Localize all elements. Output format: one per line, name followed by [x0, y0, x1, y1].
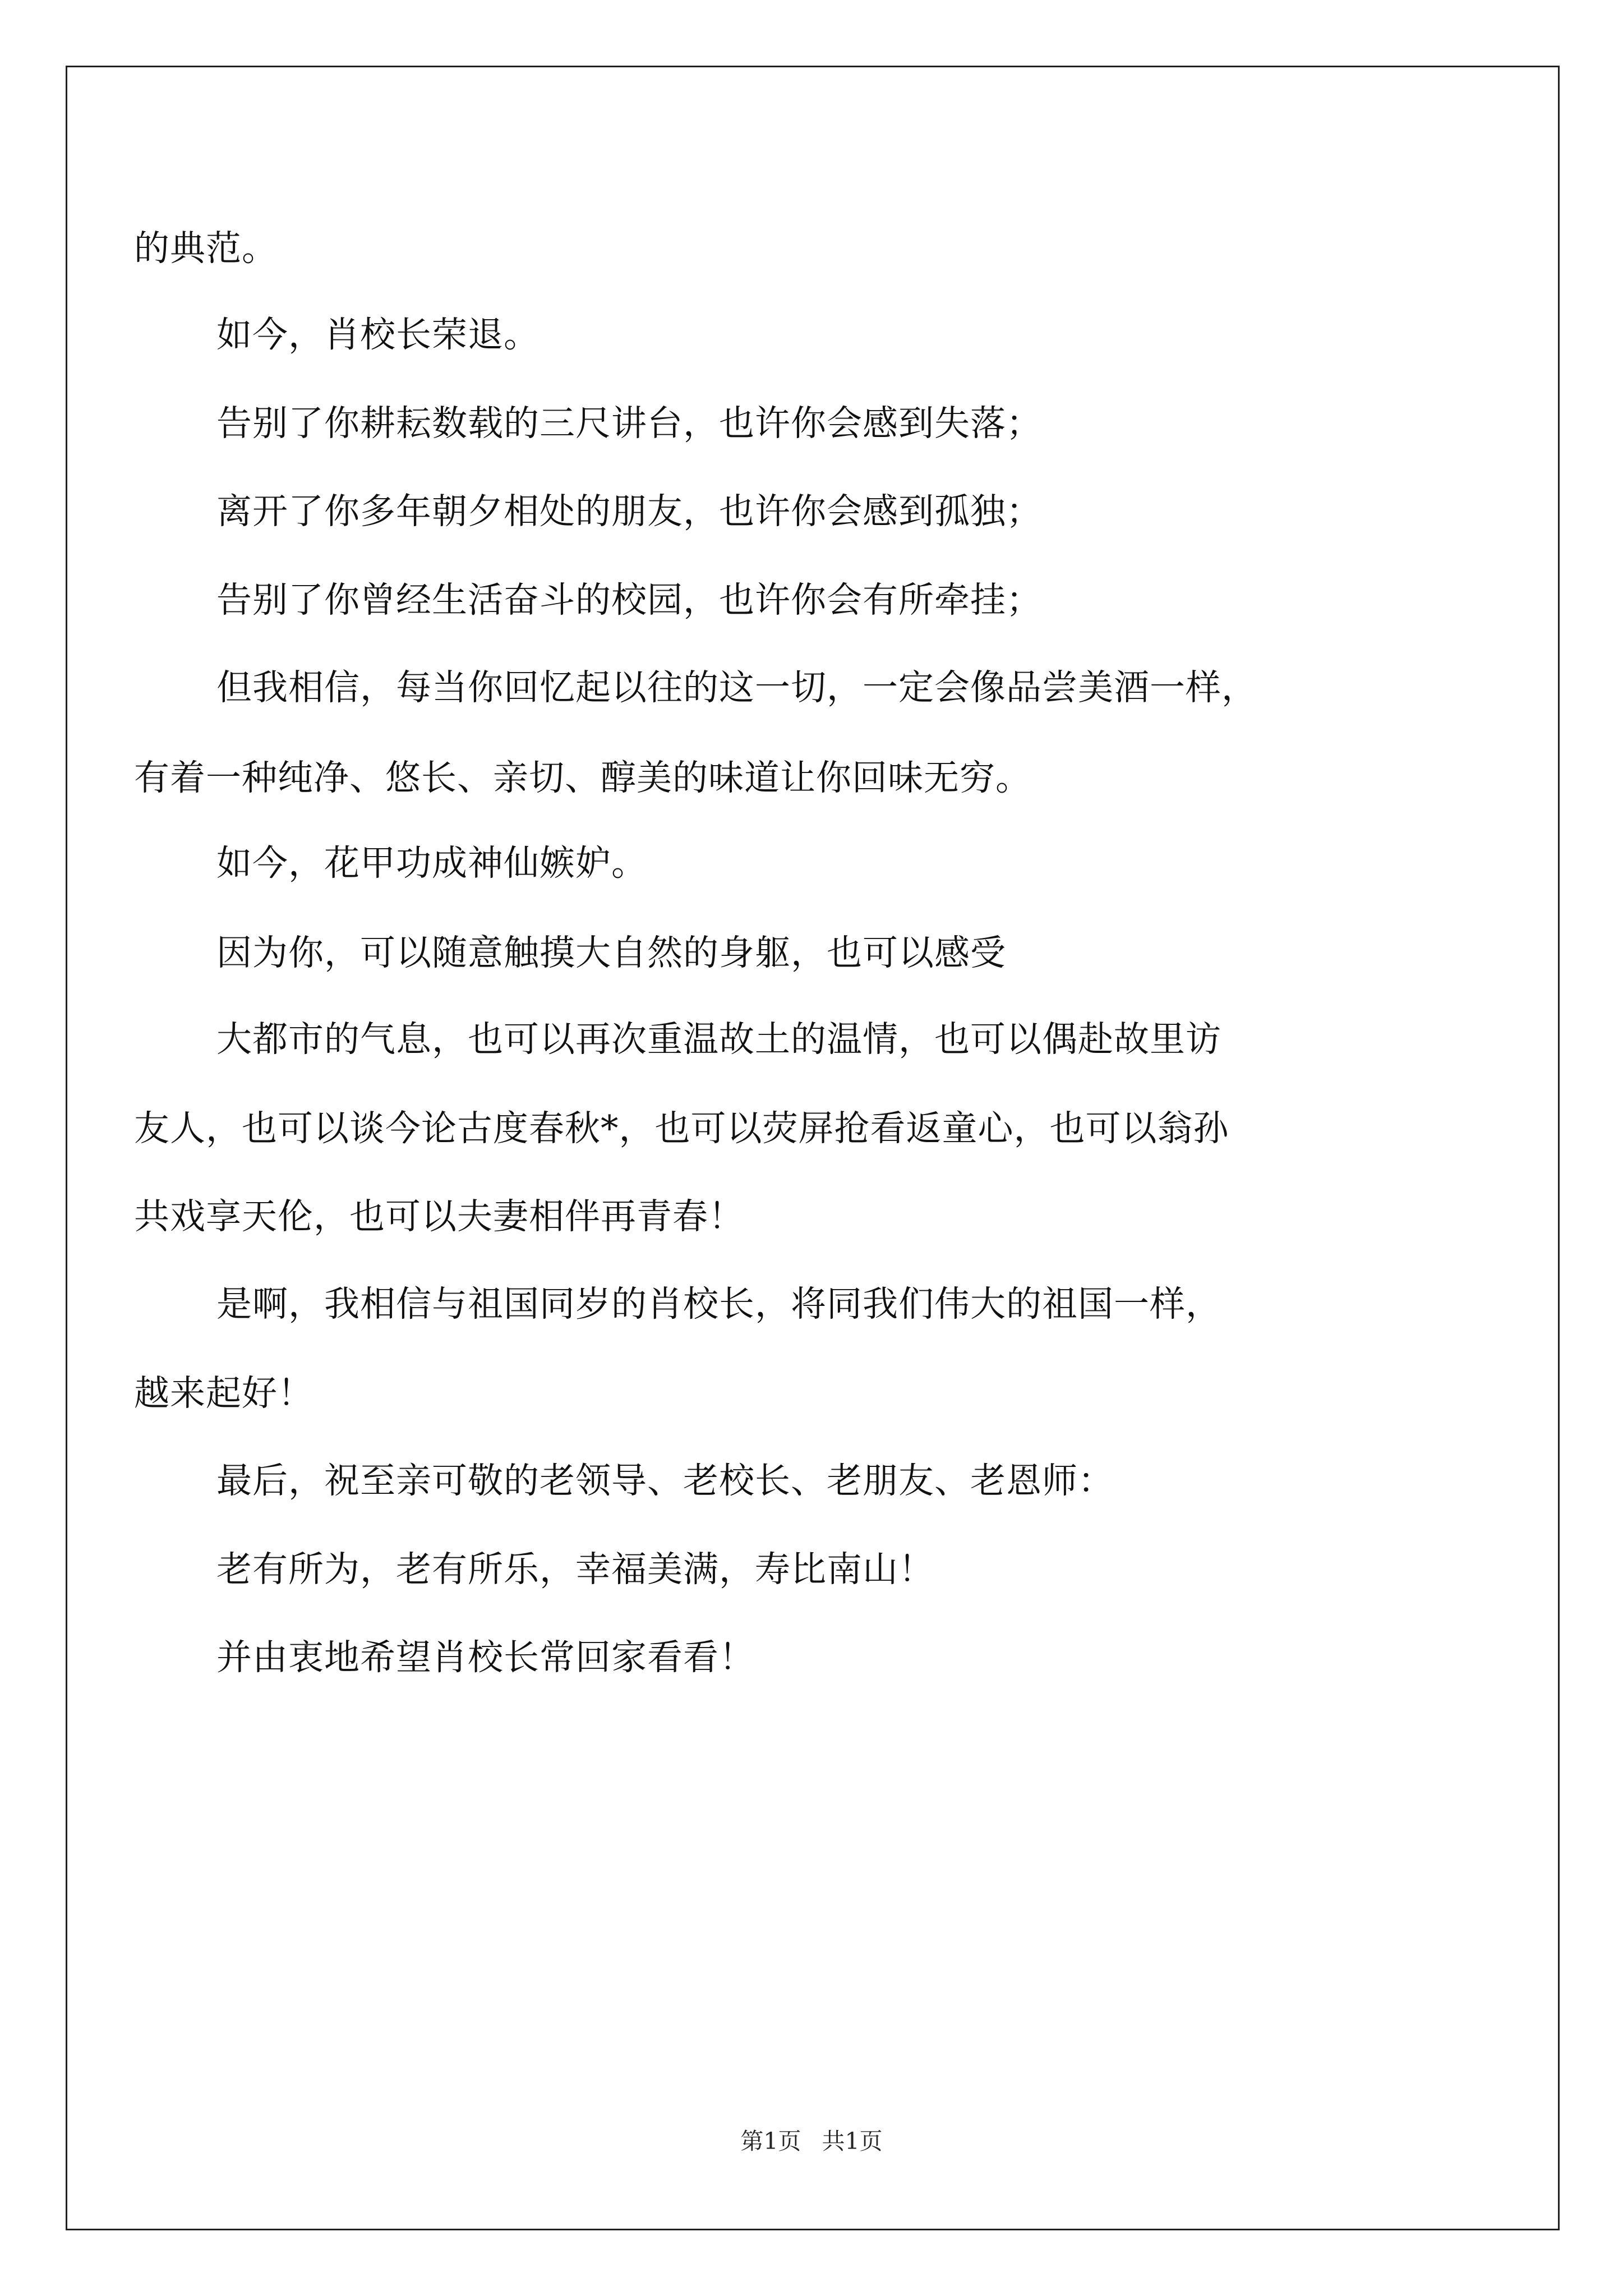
text-line: 告别了你耕耘数载的三尺讲台，也许你会感到失落；	[216, 403, 1042, 444]
text-line: 如今，花甲功成神仙嫉妒。	[216, 843, 647, 884]
text-line: 但我相信，每当你回忆起以往的这一切，一定会像品尝美酒一样，	[216, 667, 1257, 708]
text-line: 越来起好！	[134, 1373, 313, 1414]
text-line: 告别了你曾经生活奋斗的校园，也许你会有所牵挂；	[216, 579, 1042, 620]
text-line: 是啊，我相信与祖国同岁的肖校长，将同我们伟大的祖国一样，	[216, 1283, 1221, 1324]
text-line: 最后，祝至亲可敬的老领导、老校长、老朋友、老恩师：	[216, 1460, 1114, 1501]
text-line: 友人，也可以谈今论古度春秋*，也可以荧屏抢看返童心，也可以翁孙	[134, 1108, 1229, 1149]
text-line: 老有所为，老有所乐，幸福美满，寿比南山！	[216, 1549, 934, 1590]
text-line: 并由衷地希望肖校长常回家看看！	[216, 1637, 755, 1678]
page-footer	[0, 2127, 1623, 2155]
text-line: 大都市的气息，也可以再次重温故土的温情，也可以偶赴故里访	[216, 1019, 1221, 1060]
text-line: 的典范。	[134, 228, 278, 269]
text-line: 因为你，可以随意触摸大自然的身躯，也可以感受	[216, 932, 1006, 973]
text-line: 有着一种纯净、悠长、亲切、醇美的味道让你回味无穷。	[134, 757, 1031, 798]
page-total: 共1页	[822, 2128, 883, 2155]
text-line: 离开了你多年朝夕相处的朋友，也许你会感到孤独；	[216, 491, 1042, 532]
text-line: 共戏享天伦，也可以夫妻相伴再青春！	[134, 1196, 744, 1237]
text-line: 如今，肖校长荣退。	[216, 314, 540, 355]
page-number: 第1页	[740, 2128, 801, 2155]
